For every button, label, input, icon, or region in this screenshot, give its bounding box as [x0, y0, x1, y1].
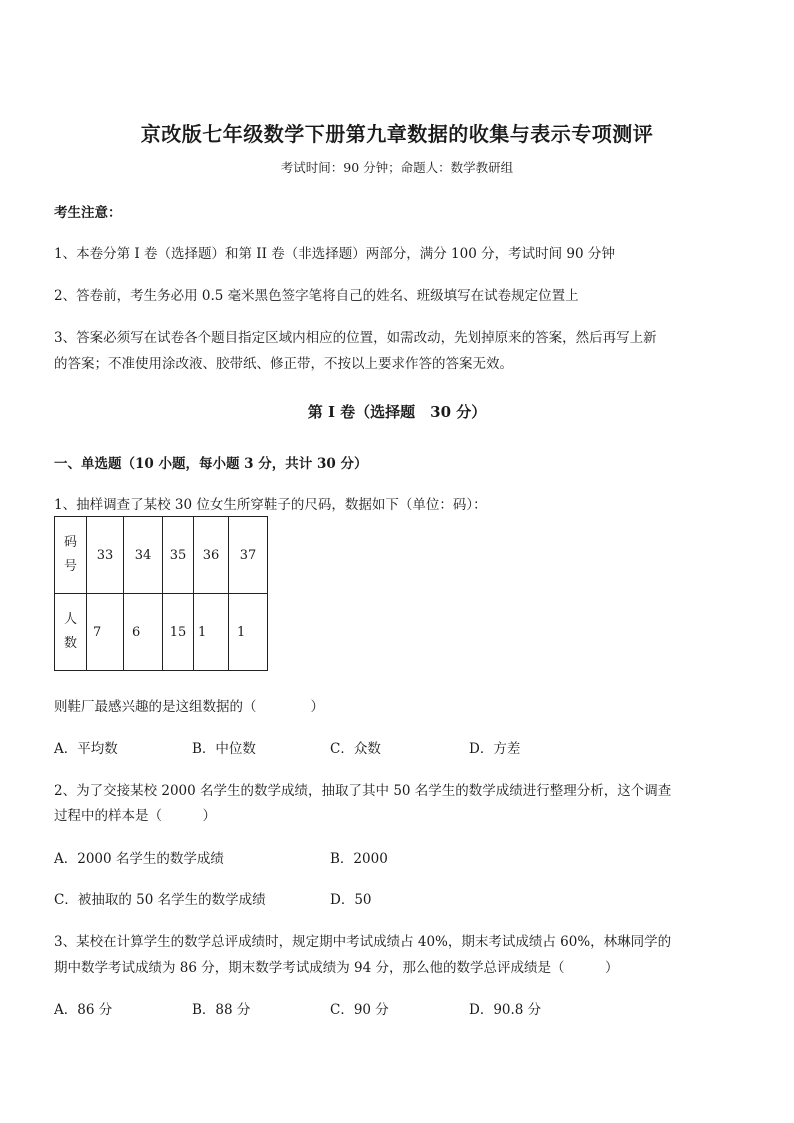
q1-question: 则鞋厂最感兴趣的是这组数据的（ ）	[54, 699, 324, 715]
table-cell: 33	[87, 517, 124, 594]
section-title: 第 I 卷（选择题 30 分）	[307, 403, 487, 421]
header-char: 号	[63, 559, 77, 574]
table-cell: 35	[163, 517, 194, 594]
notice-heading: 考生注意：	[54, 205, 122, 221]
header-char: 人	[63, 612, 77, 627]
q3-option-a: A．86 分	[54, 1002, 113, 1018]
q3-option-d: D．90.8 分	[469, 1002, 542, 1018]
q1-option-a: A．平均数	[54, 741, 118, 757]
q2-option-a: A．2000 名学生的数学成绩	[54, 851, 224, 867]
exam-title: 京改版七年级数学下册第九章数据的收集与表示专项测评	[140, 122, 654, 146]
q2-option-d: D．50	[330, 892, 372, 908]
part-heading: 一、单选题（10 小题，每小题 3 分，共计 30 分）	[54, 456, 368, 472]
notice-item-2: 2、答卷前，考生务必用 0.5 毫米黑色签字笔将自己的姓名、班级填写在试卷规定位置上	[54, 288, 579, 304]
table-row	[55, 517, 268, 594]
header-char: 码	[63, 535, 77, 550]
q1-option-c: C．众数	[330, 741, 381, 757]
table-cell: 15	[163, 594, 194, 671]
q3-stem-line2: 期中数学考试成绩为 86 分，期末数学考试成绩为 94 分，那么他的数学总评成绩是（ ）	[54, 960, 619, 976]
q1-option-d: D．方差	[469, 741, 521, 757]
table-row	[55, 594, 268, 671]
notice-item-3: 3、答案必须写在试卷各个题目指定区域内相应的位置，如需改动，先划掉原来的答案，然后再写上新	[54, 330, 657, 346]
q3-option-b: B．88 分	[192, 1002, 251, 1018]
q3-stem-line1: 3、某校在计算学生的数学总评成绩时，规定期中考试成绩占 40%，期末考试成绩占 60%，林琳同学的	[54, 934, 672, 950]
table-cell: 7	[87, 594, 124, 671]
table-cell: 6	[124, 594, 163, 671]
shoe-size-table	[54, 516, 268, 671]
q1-option-b: B．中位数	[192, 741, 256, 757]
table-cell: 36	[194, 517, 229, 594]
q2-stem-line1: 2、为了交接某校 2000 名学生的数学成绩，抽取了其中 50 名学生的数学成绩进行整理分析，这个调查	[54, 783, 672, 799]
exam-subtitle: 考试时间：90 分钟；命题人：数学教研组	[280, 160, 514, 175]
table-header-cell	[55, 517, 87, 594]
table-header-cell	[55, 594, 87, 671]
table-cell: 34	[124, 517, 163, 594]
notice-item-3-cont: 的答案；不准使用涂改液、胶带纸、修正带，不按以上要求作答的答案无效。	[54, 356, 513, 372]
q2-option-b: B．2000	[330, 851, 388, 867]
table-cell: 1	[229, 594, 268, 671]
q2-option-c: C．被抽取的 50 名学生的数学成绩	[54, 892, 266, 908]
table-cell: 37	[229, 517, 268, 594]
notice-item-1: 1、本卷分第 I 卷（选择题）和第 II 卷（非选择题）两部分，满分 100 分，考试时间 90 分钟	[54, 246, 615, 262]
header-char: 数	[63, 636, 77, 651]
q3-option-c: C．90 分	[330, 1002, 389, 1018]
q1-stem: 1、抽样调查了某校 30 位女生所穿鞋子的尺码，数据如下（单位：码）：	[54, 497, 487, 513]
table-cell: 1	[194, 594, 229, 671]
q2-stem-line2: 过程中的样本是（ ）	[54, 808, 216, 824]
